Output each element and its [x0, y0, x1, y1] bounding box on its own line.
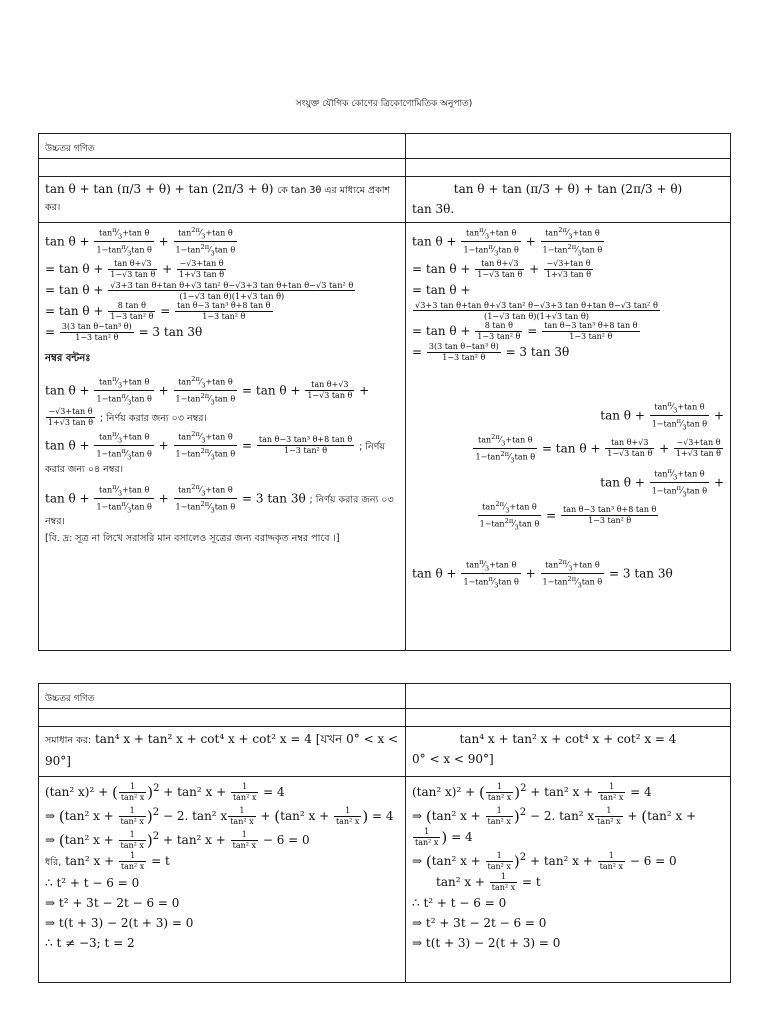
solution-step-2-right: ⇒ (tan² x + $\frac{1}{\text{tan² x}}$ )$^2$ − 2. tan² x $\frac{1}{\text{tan² x}}$ + (tan² x +: [412, 806, 697, 826]
subject-cell-right: [406, 134, 731, 159]
marks-step-2-right: tan θ + $\frac{\tan^\pi⁄_3+\tan \theta}{1-\tan^\pi⁄_3\tan \theta}$ +: [600, 466, 724, 498]
question-condition: [যখন 0° < x <: [315, 732, 399, 746]
marks-3-text: ; নির্ণয় করার জন্য ০৩: [309, 493, 394, 505]
solution-step-3: ⇒ (tan² x + $\frac{1}{\text{tan² x}}$ )$^2$ + tan² x + $\frac{1}{\text{tan² x}}$ − 6 = 0: [45, 830, 310, 850]
solution-step-7: ⇒ t(t + 3) − 2(t + 3) = 0: [45, 916, 194, 930]
question-condition-cont: 90°]: [45, 754, 71, 768]
solution-step-3b-right: $\frac{\text{√3+3 tan θ+tan θ+√3 tan² θ−√3+3 tan θ+tan θ−√3 tan² θ}}{\text{(1−√3 tan θ)(1+√3 tan θ)}}$: [415, 299, 658, 321]
solution-step-5-right: ∴ t² + t − 6 = 0: [412, 896, 507, 910]
blank-cell: [39, 159, 406, 177]
question-cell-right: [406, 177, 731, 223]
question-expression: tan θ + tan (π/3 + θ) + tan (2π/3 + θ): [45, 182, 274, 196]
question-label: সমাধান কর:: [45, 735, 92, 746]
question-expression: tan⁴ x + tan² x + cot⁴ x + cot² x = 4: [94, 732, 312, 746]
subject-cell: [39, 684, 406, 709]
solution-step-8: ∴ t ≠ −3; t = 2: [45, 936, 135, 950]
solution-cell: [39, 777, 406, 983]
solution-step-1: tan θ + $\frac{\tan^\pi⁄_3+\tan \theta}{1-\tan^\pi⁄_3\tan \theta}$ + $\frac{\tan^{2\pi}⁄_3+\tan \theta}{1-\tan^{2\pi}⁄_3\tan \theta}$: [45, 226, 236, 258]
question-text-cont: কর।: [45, 202, 61, 213]
marks-step-1: tan θ + $\frac{\tan^\pi⁄_3+\tan \theta}{1-\tan^\pi⁄_3\tan \theta}$ + $\frac{\tan^{2\pi}⁄_3+\tan \theta}{1-\tan^{2\pi}⁄_3\tan \theta}$ = tan θ + $\frac{\text{tan θ+√3}}{\text{1−√3 tan θ}}$ +: [45, 374, 370, 406]
question-tail-right: tan 3θ.: [412, 202, 455, 216]
solution-step-3-right: ⇒ (tan² x + $\frac{1}{\text{tan² x}}$ )$^2$ + tan² x + $\frac{1}{\text{tan² x}}$ − 6 = 0: [412, 851, 677, 871]
solution-step-6: ⇒ t² + 3t − 2t − 6 = 0: [45, 896, 180, 910]
marks-heading: নম্বর বন্টনঃ: [45, 352, 91, 364]
question-expression-right: tan⁴ x + tan² x + cot⁴ x + cot² x = 4: [459, 732, 677, 746]
question-cell: [39, 177, 406, 223]
question-cell: [39, 727, 406, 777]
solution-step-2-right: = tan θ + $\frac{\text{tan θ+√3}}{\text{1−√3 tan θ}}$ + $\frac{\text{−√3+tan θ}}{\text{1+√3 tan θ}}$: [412, 258, 592, 279]
marks-1-text: ; নির্ণয় করার জন্য ০৩ নম্বর।: [99, 413, 207, 424]
solution-step-1-right: tan θ + $\frac{\tan^\pi⁄_3+\tan \theta}{1-\tan^\pi⁄_3\tan \theta}$ + $\frac{\tan^{2\pi}⁄_3+\tan \theta}{1-\tan^{2\pi}⁄_3\tan \theta}$: [412, 226, 603, 258]
note-text: [বি. দ্র: সূত্র না লিখে সরাসরি মান বসালেও সূত্রের জন্য বরাদ্দকৃত নম্বর পাবে ।]: [45, 533, 340, 544]
subject-cell: [39, 134, 406, 159]
marks-3-text-cont: নম্বর।: [45, 516, 65, 527]
blank-cell-right: [406, 159, 731, 177]
solution-cell: [39, 223, 406, 651]
marks-step-1-cont: $\frac{\text{−√3+tan θ}}{\text{1+√3 tan θ}}$ ; নির্ণয় করার জন্য ০৩ নম্বর।: [48, 407, 207, 427]
solution-step-1: (tan² x)² + ( $\frac{1}{\text{tan² x}}$ )$^2$ + tan² x + $\frac{1}{\text{tan² x}}$ = 4: [45, 782, 285, 802]
solution-step-5: = $\frac{\text{3(3 tan θ−tan³ θ)}}{\text{1−3 tan² θ}}$ = 3 tan 3θ: [45, 321, 203, 342]
marks-step-1-right: tan θ + $\frac{\tan^\pi⁄_3+\tan \theta}{1-\tan^\pi⁄_3\tan \theta}$ +: [600, 399, 724, 431]
solution-cell-right: [406, 777, 731, 983]
solution-cell-right: [406, 223, 731, 651]
solution-step-5-right: = $\frac{\text{3(3 tan θ−tan³ θ)}}{\text{1−3 tan² θ}}$ = 3 tan 3θ: [412, 341, 570, 362]
question-table-1: [38, 133, 731, 651]
solution-step-2: ⇒ (tan² x + $\frac{1}{\text{tan² x}}$ )$^2$ − 2. tan² x $\frac{1}{\text{tan² x}}$ + (tan² x + $\frac{1}{\text{tan² x}}$ ) = 4: [45, 806, 394, 826]
blank-cell-right: [406, 709, 731, 727]
subject-cell-right: [406, 684, 731, 709]
solution-step-4-right: = tan θ + $\frac{\text{8 tan θ}}{\text{1−3 tan² θ}}$ = $\frac{\text{tan θ−3 tan³ θ+8 tan θ}}{\text{1−3 tan² θ}}$: [412, 320, 638, 341]
question-line: [45, 179, 399, 201]
solution-step-2b-right: $\frac{1}{\text{tan² x}}$ ) = 4: [415, 827, 473, 847]
question-expression-right: tan θ + tan (π/3 + θ) + tan (2π/3 + θ): [453, 182, 683, 196]
subject-label: উচ্চতর গণিত: [45, 694, 95, 704]
marks-step-2: tan θ + $\frac{\tan^\pi⁄_3+\tan \theta}{1-\tan^\pi⁄_3\tan \theta}$ + $\frac{\tan^{2\pi}⁄_3+\tan \theta}{1-\tan^{2\pi}⁄_3\tan \theta}$ = $\frac{\text{tan θ−3 tan³ θ+8 tan θ}}{\text{1−3 tan² θ}}$ ; নির্ণয়: [45, 430, 386, 462]
solution-step-5: ∴ t² + t − 6 = 0: [45, 876, 140, 890]
question-line: [45, 729, 399, 751]
marks-step-3-right: tan θ + $\frac{\tan^\pi⁄_3+\tan \theta}{1-\tan^\pi⁄_3\tan \theta}$ + $\frac{\tan^{2\pi}⁄_3+\tan \theta}{1-\tan^{2\pi}⁄_3\tan \theta}$ = 3 tan 3θ: [412, 557, 673, 589]
solution-step-6-right: ⇒ t² + 3t − 2t − 6 = 0: [412, 916, 547, 930]
question-text: কে tan 3θ এর মাধ্যমে প্রকাশ: [277, 185, 391, 196]
solution-step-3: = tan θ + $\frac{\text{√3+3 tan θ+tan θ+√3 tan² θ−√3+3 tan θ+tan θ−√3 tan² θ}}{\text{(1−√3 tan θ)(1+√3 tan θ)}}$: [45, 279, 354, 301]
question-table-2: [38, 683, 731, 983]
solution-step-7-right: ⇒ t(t + 3) − 2(t + 3) = 0: [412, 936, 561, 950]
page-heading: সংযুক্ত যৌগিক কোণের ত্রিকোণোমিতিক অনুপাত): [295, 99, 473, 109]
marks-step-3: tan θ + $\frac{\tan^\pi⁄_3+\tan \theta}{1-\tan^\pi⁄_3\tan \theta}$ + $\frac{\tan^{2\pi}⁄_3+\tan \theta}{1-\tan^{2\pi}⁄_3\tan \theta}$ = 3 tan 3θ ; নির্ণয় করার জন্য ০৩: [45, 482, 394, 514]
question-condition-right: 0° < x < 90°]: [412, 752, 494, 766]
subject-label: উচ্চতর গণিত: [45, 144, 95, 154]
blank-cell: [39, 709, 406, 727]
marks-2-text: ; নির্ণয়: [359, 441, 386, 453]
solution-step-4: = tan θ + $\frac{\text{8 tan θ}}{\text{1−3 tan² θ}}$ = $\frac{\text{tan θ−3 tan³ θ+8 tan θ}}{\text{1−3 tan² θ}}$: [45, 300, 271, 321]
solution-step-4: ধরি, tan² x + $\frac{1}{\text{tan² x}}$ = t: [45, 851, 170, 871]
marks-step-1b-right: $\frac{\tan^{2\pi}⁄_3+\tan \theta}{1-\tan^{2\pi}⁄_3\tan \theta}$ = tan θ + $\frac{\text{tan θ+√3}}{\text{1−√3 tan θ}}$ + $\frac{\text{−√3+tan θ}}{\text{1+√3 tan θ}}$: [475, 433, 721, 465]
question-cell-right: [406, 727, 731, 777]
solution-step-4-right: tan² x + $\frac{1}{\text{tan² x}}$ = t: [436, 872, 541, 892]
solution-step-3-right: = tan θ +: [412, 282, 471, 297]
marks-step-2b-right: $\frac{\tan^{2\pi}⁄_3+\tan \theta}{1-\tan^{2\pi}⁄_3\tan \theta}$ = $\frac{\text{tan θ−3 tan³ θ+8 tan θ}}{\text{1−3 tan² θ}}$: [479, 500, 657, 532]
solution-step-1-right: (tan² x)² + ( $\frac{1}{\text{tan² x}}$ )$^2$ + tan² x + $\frac{1}{\text{tan² x}}$ = 4: [412, 782, 652, 802]
let-label: ধরি,: [45, 857, 62, 868]
solution-step-2: = tan θ + $\frac{\text{tan θ+√3}}{\text{1−√3 tan θ}}$ + $\frac{\text{−√3+tan θ}}{\text{1+√3 tan θ}}$: [45, 258, 225, 279]
marks-2-text-cont: করার জন্য ০৪ নম্বর।: [45, 463, 124, 475]
